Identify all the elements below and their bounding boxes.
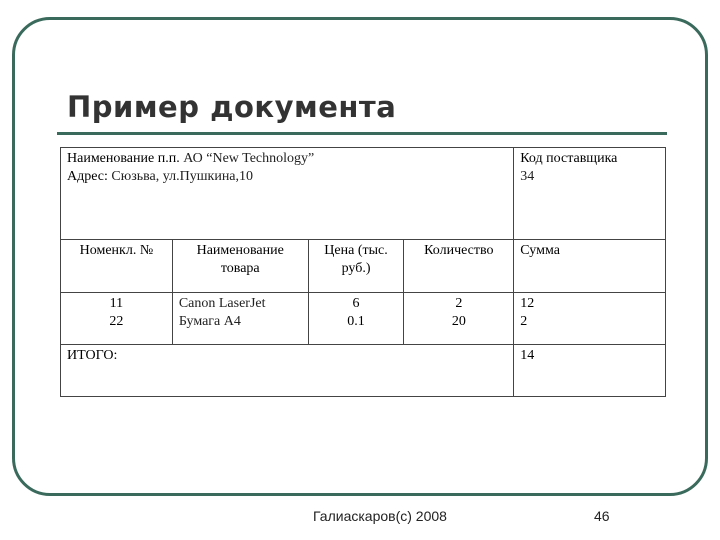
column-header: Сумма [514, 240, 666, 293]
page-title: Пример документа [67, 90, 397, 124]
column-header: Количество [404, 240, 514, 293]
supplier-code-cell [514, 148, 666, 240]
address-value: Сюзьва, ул.Пушкина,10 [111, 169, 254, 184]
item-qty: 2 [455, 296, 463, 311]
item-price: 6 [352, 296, 360, 311]
column-header: Номенкл. № [61, 240, 173, 293]
org-value: АО “New Technology” [183, 151, 315, 166]
total-label: ИТОГО: [61, 345, 514, 397]
column-header-row [61, 240, 666, 293]
item-qty: 20 [451, 314, 466, 329]
item-price: 0.1 [347, 314, 365, 329]
item-name: Бумага А4 [178, 314, 241, 329]
column-header: Наименование товара [172, 240, 308, 293]
column-header: Цена (тыс. руб.) [308, 240, 404, 293]
item-number-cell [61, 293, 173, 345]
title-divider [57, 132, 667, 135]
item-name-cell [172, 293, 308, 345]
item-price-cell [308, 293, 404, 345]
item-number: 11 [109, 296, 124, 311]
item-sum: 12 [520, 296, 535, 311]
address-label: Адрес: [67, 169, 108, 184]
item-sum: 2 [520, 314, 528, 329]
supplier-code-value: 34 [520, 169, 535, 184]
table-row [61, 293, 666, 345]
item-qty-cell [404, 293, 514, 345]
header-row [61, 148, 666, 240]
total-value: 14 [514, 345, 666, 397]
invoice-table [60, 147, 666, 397]
organization-cell [61, 148, 514, 240]
org-label: Наименование п.п. [67, 151, 180, 166]
supplier-code-label: Код поставщика [520, 151, 618, 166]
total-row [61, 345, 666, 397]
item-number: 22 [109, 314, 124, 329]
footer-author: Галиаскаров(с) 2008 [313, 508, 447, 524]
item-name: Canon LaserJet [178, 296, 266, 311]
page-number: 46 [594, 508, 610, 524]
item-sum-cell [514, 293, 666, 345]
